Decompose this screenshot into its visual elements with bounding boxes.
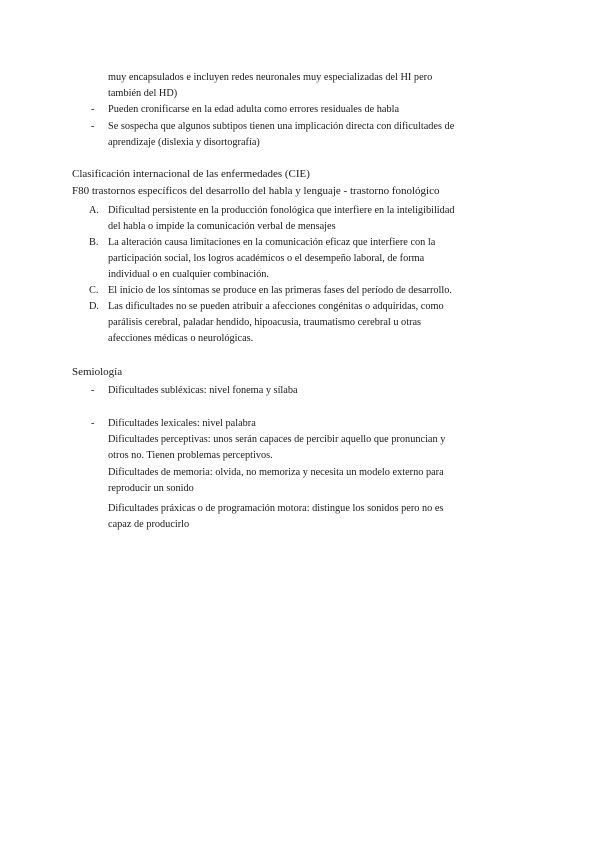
list-item-line: afecciones médicas o neurológicas. bbox=[108, 333, 254, 344]
list-item-line: parálisis cerebral, paladar hendido, hipoacusia, traumatismo cerebral u otras bbox=[108, 317, 422, 328]
list-letter: D. bbox=[89, 301, 100, 312]
list-letter: C. bbox=[89, 285, 99, 296]
list-item-line: Dificultades lexicales: nivel palabra bbox=[108, 418, 256, 429]
list-item-line: Dificultades subléxicas: nivel fonema y sílaba bbox=[108, 385, 298, 396]
list-item-line: del habla o impide la comunicación verbal de mensajes bbox=[108, 221, 336, 232]
list-item-line: El inicio de los síntomas se produce en las primeras fases del período de desarrollo. bbox=[108, 285, 452, 296]
subitem-line: capaz de producirlo bbox=[108, 519, 190, 530]
list-item-line: también del HD) bbox=[108, 88, 178, 99]
list-item-line: muy encapsulados e incluyen redes neuronales muy especializadas del HI pero bbox=[108, 72, 433, 83]
list-item-line: Las dificultades no se pueden atribuir a afecciones congénitas o adquiridas, como bbox=[108, 301, 444, 312]
subitem-line: Dificultades perceptivas: unos serán capaces de percibir aquello que pronuncian y bbox=[108, 434, 446, 445]
subitem-line: Dificultades de memoria: olvida, no memoriza y necesita un modelo externo para bbox=[108, 467, 444, 478]
list-item-line: aprendizaje (dislexia y disortografía) bbox=[108, 137, 260, 148]
bullet-dash: - bbox=[91, 104, 95, 115]
list-item-line: Dificultad persistente en la producción fonológica que interfiere en la inteligibilidad bbox=[108, 205, 455, 216]
subitem-line: reproducir un sonido bbox=[108, 483, 194, 494]
section-heading: Semiología bbox=[72, 366, 123, 378]
bullet-dash: - bbox=[91, 121, 95, 132]
section-heading: Clasificación internacional de las enfermedades (CIE) bbox=[72, 168, 310, 180]
bullet-dash: - bbox=[91, 418, 95, 429]
subitem-line: Dificultades práxicas o de programación motora: distingue los sonidos pero no es bbox=[108, 503, 444, 514]
list-item-line: participación social, los logros académicos o el desempeño laboral, de forma bbox=[108, 253, 425, 264]
bullet-dash: - bbox=[91, 385, 95, 396]
section-subheading: F80 trastornos específicos del desarrollo del habla y lenguaje - trastorno fonológico bbox=[72, 185, 440, 197]
list-item-line: Pueden cronificarse en la edad adulta como errores residuales de habla bbox=[108, 104, 400, 115]
list-letter: A. bbox=[89, 205, 100, 216]
list-item-line: Se sospecha que algunos subtipos tienen una implicación directa con dificultades de bbox=[108, 121, 455, 132]
list-item-line: individual o en cualquier combinación. bbox=[108, 269, 269, 280]
list-letter: B. bbox=[89, 237, 99, 248]
list-item-line: La alteración causa limitaciones en la comunicación eficaz que interfiere con la bbox=[108, 237, 436, 248]
subitem-line: otros no. Tienen problemas perceptivos. bbox=[108, 450, 273, 461]
